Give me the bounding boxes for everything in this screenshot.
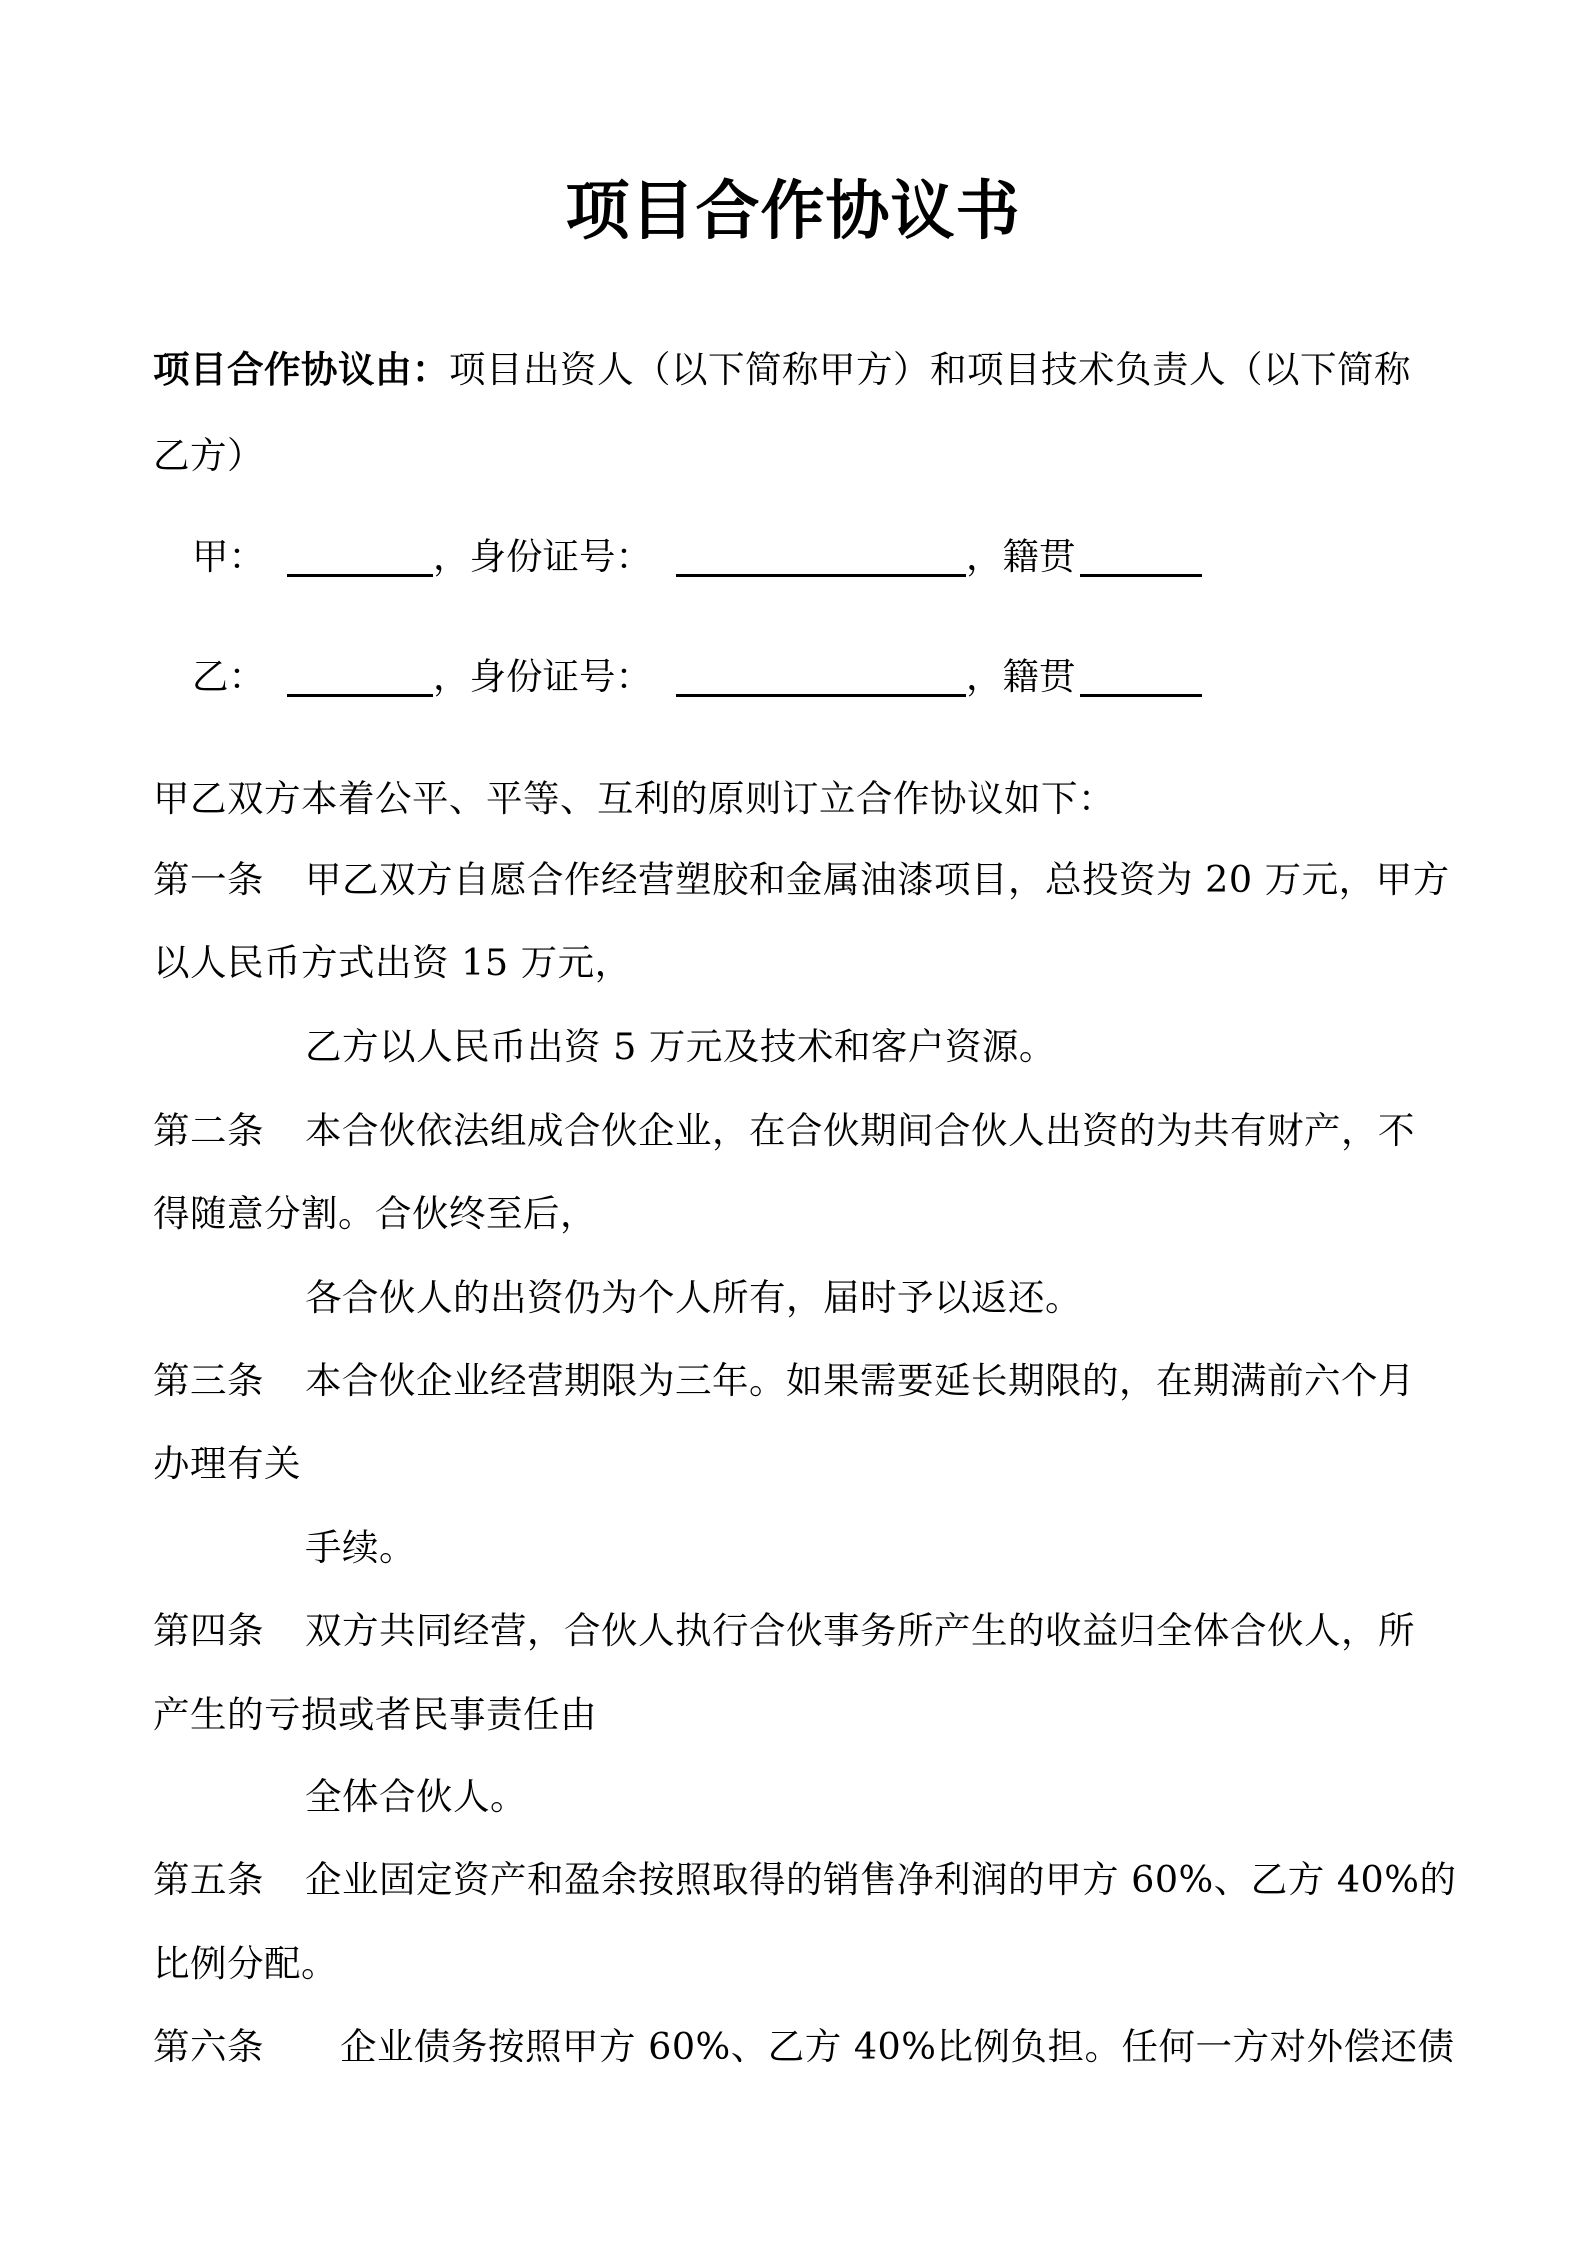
party-b-id-field[interactable] [676,658,966,697]
article-1-line-3: 乙方以人民币出资 5 万元及技术和客户资源。 [305,1025,1056,1068]
party-b-row [192,655,1202,699]
party-a-id-field[interactable] [676,538,966,577]
article-3-label: 第三条 [153,1359,264,1402]
party-b-origin-field[interactable] [1080,658,1202,697]
article-3-text: 本合伙企业经营期限为三年。如果需要延长期限的，在期满前六个月 [305,1359,1415,1402]
article-4-line-2: 产生的亏损或者民事责任由 [153,1693,597,1736]
party-a-id-label: ，身份证号： [433,535,652,578]
article-6-line-1 [153,2025,1453,2069]
intro-label: 项目合作协议由： [153,348,449,391]
article-1-line-2: 以人民币方式出资 15 万元， [153,941,632,984]
preamble: 甲乙双方本着公平、平等、互利的原则订立合作协议如下： [153,777,1115,820]
intro-text: 项目出资人（以下简称甲方）和项目技术负责人（以下简称 [449,348,1411,391]
article-5-label: 第五条 [153,1858,264,1901]
party-b-id-label: ，身份证号： [433,655,652,698]
document-title: 项目合作协议书 [565,174,1021,249]
party-b-origin-label: ，籍贯 [966,655,1076,698]
article-3-line-1 [153,1359,1453,1403]
article-3-line-2: 办理有关 [153,1442,301,1485]
party-b-name-field[interactable] [287,658,433,697]
article-2-line-1 [153,1109,1453,1153]
party-a-row [192,535,1202,579]
article-2-line-2: 得随意分割。合伙终至后， [153,1192,597,1235]
article-6-label: 第六条 [153,2025,264,2068]
article-1-text: 甲乙双方自愿合作经营塑胶和金属油漆项目，总投资为 20 万元，甲方 [305,858,1450,901]
article-5-line-2: 比例分配。 [153,1942,338,1985]
article-4-label: 第四条 [153,1609,264,1652]
article-2-line-3: 各合伙人的出资仍为个人所有，届时予以返还。 [305,1276,1082,1319]
article-1-line-1 [153,858,1453,902]
article-4-line-1 [153,1609,1453,1653]
party-b-label: 乙： [192,655,265,698]
party-a-label: 甲： [192,535,265,578]
article-3-line-3: 手续。 [305,1526,416,1569]
article-2-label: 第二条 [153,1109,264,1152]
article-1-label: 第一条 [153,858,264,901]
party-a-origin-field[interactable] [1080,538,1202,577]
article-4-line-3: 全体合伙人。 [305,1775,527,1818]
article-5-text: 企业固定资产和盈余按照取得的销售净利润的甲方 60%、乙方 40%的 [305,1858,1457,1901]
intro-line-2: 乙方） [153,434,264,477]
article-4-text: 双方共同经营，合伙人执行合伙事务所产生的收益归全体合伙人，所 [305,1609,1415,1652]
article-6-text: 企业债务按照甲方 60%、乙方 40%比例负担。任何一方对外偿还债 [340,2025,1455,2068]
party-a-name-field[interactable] [287,538,433,577]
article-5-line-1 [153,1858,1457,1902]
party-a-origin-label: ，籍贯 [966,535,1076,578]
intro-line-1 [153,348,1453,392]
article-2-text: 本合伙依法组成合伙企业，在合伙期间合伙人出资的为共有财产，不 [305,1109,1415,1152]
